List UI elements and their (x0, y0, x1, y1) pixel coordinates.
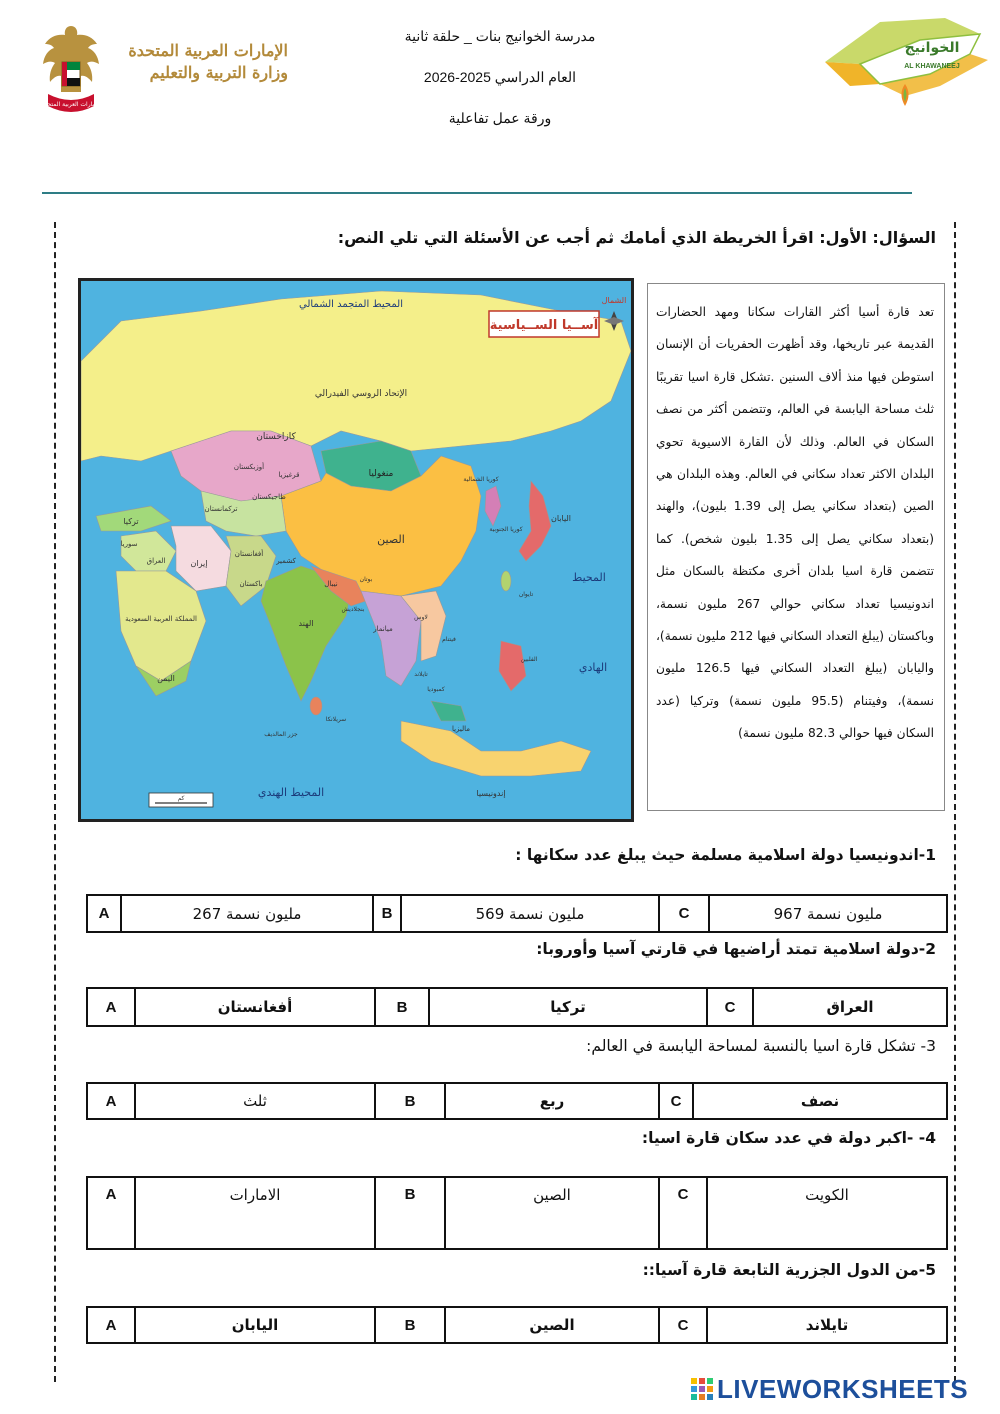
label-turkey: تركيا (123, 517, 139, 526)
label-indonesia: إندونيسيا (476, 789, 506, 798)
label-taiwan: تايوان (518, 591, 534, 598)
q2-option-b-letter[interactable]: B (375, 988, 429, 1026)
q5-option-b-text[interactable]: الصين (445, 1307, 659, 1343)
q2-option-c-letter[interactable]: C (707, 988, 753, 1026)
label-thailand: تايلاند (414, 671, 428, 678)
academic-year: العام الدراسي 2025-2026 (423, 69, 577, 85)
question-2-text: 2-دولة اسلامية تمتد أراضيها في قارتي آسيا وأوروبا: (536, 940, 936, 958)
q3-option-a-text[interactable]: ثلث (135, 1083, 375, 1119)
label-kyrgyzstan: قرغيزيا (278, 471, 300, 479)
question-4-text: 4- -اكبر دولة في عدد سكان قارة اسيا: (641, 1129, 936, 1147)
label-china: الصين (377, 533, 405, 546)
q5-option-a-letter[interactable]: A (87, 1307, 135, 1343)
map-north-label: الشمال (601, 296, 627, 305)
label-sri-lanka: سريلانكا (325, 716, 347, 723)
label-pacific-1: المحيط (572, 571, 606, 584)
label-nepal: نيبال (324, 580, 338, 588)
q2-option-a-text[interactable]: أفغانستان (135, 988, 375, 1026)
q1-option-b-letter[interactable]: B (373, 895, 401, 932)
label-iraq: العراق (146, 557, 166, 565)
ministry-name (108, 40, 288, 84)
label-vietnam: فيتنام (442, 636, 456, 643)
question-1-options (86, 894, 948, 933)
dashed-border-right (954, 222, 956, 1382)
question-5-options (86, 1306, 948, 1344)
q4-option-b-text[interactable]: الصين (445, 1177, 659, 1249)
q4-option-b-letter[interactable]: B (375, 1177, 445, 1249)
label-cambodia: كمبوديا (427, 686, 445, 693)
question-3-options (86, 1082, 948, 1120)
q3-option-c-letter[interactable]: C (659, 1083, 693, 1119)
school-name: مدرسة الخوانيج بنات _ حلقة ثانية (404, 28, 596, 44)
label-turkmenistan: تركمانستان (204, 505, 238, 513)
q1-option-c-text[interactable]: 967 مليون نسمة (709, 895, 947, 932)
label-iran: إيران (190, 559, 208, 568)
liveworksheets-brand (690, 1374, 968, 1404)
liveworksheets-text: LIVEWORKSHEETS (717, 1373, 969, 1404)
label-saudi: المملكة العربية السعودية (125, 615, 197, 623)
label-russia: الإتحاد الروسي الفيدرالي (314, 389, 408, 399)
label-mongolia: منغوليا (368, 469, 394, 479)
logo-arabic: الخوانيج (904, 40, 960, 56)
liveworksheets-logo-icon (690, 1377, 714, 1401)
label-uzbekistan: أوزبكستان (233, 463, 265, 471)
q2-option-a-letter[interactable]: A (87, 988, 135, 1026)
q1-option-a-text[interactable]: 267 مليون نسمة (121, 895, 373, 932)
q3-option-a-letter[interactable]: A (87, 1083, 135, 1119)
emblem-ribbon-text: الإمارات العربية المتحدة (41, 101, 101, 108)
label-bangladesh: بنجلاديش (341, 606, 365, 613)
label-maldives: جزر المالديف (264, 731, 298, 738)
question-2-options (86, 987, 948, 1027)
label-south-korea: كوريا الجنوبية (489, 526, 523, 533)
question-3-text: 3- تشكل قارة اسيا بالنسبة لمساحة اليابسة في العالم: (586, 1037, 936, 1055)
label-india: الهند (298, 619, 314, 628)
q5-option-c-letter[interactable]: C (659, 1307, 707, 1343)
q3-option-c-text[interactable]: نصف (693, 1083, 947, 1119)
label-malaysia: ماليزيا (451, 725, 471, 733)
header-divider (42, 192, 912, 194)
reading-passage: تعد قارة أسيا أكثر القارات سكانا ومهد الحضارات القديمة عبر تاريخها، وقد أظهرت الحفريات أن الإنسان استوطن فيها منذ ألاف السنين .تشكل قارة اسيا تقريبًا ثلث مساحة اليابسة في العالم، وتتضمن أكثر من نصف السكان في العالم. وذلك لأن القارة الاسيوية تحوي البلدان الاكثر تعداد سكاني في العالم. وهذه البلدان هي الصين (بتعداد سكاني يصل إلى 1.39 بليون)، والهند (بتعداد سكاني يصل إلى 1.35 بليون شخص). كما تتضمن قارة اسيا بلدان أخرى مكتظة بالسكان مثل اندونيسيا تعداد سكاني حوالي 267 مليون نسمة، وباكستان (يبلغ التعداد السكاني فيها 212 مليون نسمة)، واليابان (يبلغ التعداد السكاني فيها 126.5 مليون نسمة)، وفيتنام (95.5 مليون نسمة) وتركيا (عدد السكان فيها حوالي 82.3 مليون نسمة) (647, 283, 945, 811)
label-bhutan: بوتان (359, 576, 373, 583)
scale-label: كم (177, 795, 185, 802)
q1-option-a-letter[interactable]: A (87, 895, 121, 932)
q5-option-c-text[interactable]: تايلاند (707, 1307, 947, 1343)
label-kazakhstan: كازاخستان (256, 432, 296, 442)
question-4-options (86, 1176, 948, 1250)
label-kashmir: كشمير (276, 557, 296, 565)
q5-option-b-letter[interactable]: B (375, 1307, 445, 1343)
school-header (340, 28, 660, 151)
ministry-line1: الإمارات العربية المتحدة (128, 41, 288, 60)
q3-option-b-text[interactable]: ربع (445, 1083, 659, 1119)
label-philippines: الفلبين (520, 656, 538, 663)
ministry-line2: وزارة التربية والتعليم (149, 63, 288, 82)
question-5-text: 5-من الدول الجزرية التابعة قارة آسيا:: (642, 1261, 936, 1279)
uae-emblem-logo (40, 22, 102, 120)
label-syria: سوريا (120, 540, 138, 548)
label-north-korea: كوريا الشمالية (463, 476, 499, 483)
dashed-border-left (54, 222, 56, 1382)
q5-option-a-text[interactable]: اليابان (135, 1307, 375, 1343)
label-tajikistan: طاجيكستان (252, 493, 286, 501)
sheet-type: ورقة عمل تفاعلية (448, 110, 552, 126)
map-scale-bar (149, 793, 213, 807)
question-title: السؤال: الأول: اقرأ الخريطة الذي أمامك ثم أجب عن الأسئلة التي تلي النص: (337, 228, 936, 247)
label-pakistan: باكستان (239, 580, 263, 588)
q1-option-b-text[interactable]: 569 مليون نسمة (401, 895, 659, 932)
q4-option-a-text[interactable]: الامارات (135, 1177, 375, 1249)
label-indian-ocean: المحيط الهندي (257, 786, 325, 799)
q1-option-c-letter[interactable]: C (659, 895, 709, 932)
question-1-text: 1-اندونيسيا دولة اسلامية مسلمة حيث يبلغ عدد سكانها : (515, 846, 936, 864)
q2-option-c-text[interactable]: العراق (753, 988, 947, 1026)
label-yemen: اليمن (157, 674, 175, 683)
label-pacific-2: الهادي (578, 661, 608, 674)
label-arctic: المحيط المتجمد الشمالي (299, 299, 403, 310)
q4-option-c-text[interactable]: الكويت (707, 1177, 947, 1249)
q4-option-a-letter[interactable]: A (87, 1177, 135, 1249)
label-afghanistan: أفغانستان (234, 550, 264, 558)
asia-political-map (78, 278, 634, 822)
q2-option-b-text[interactable]: تركيا (429, 988, 707, 1026)
label-japan: اليابان (550, 514, 572, 523)
q4-option-c-letter[interactable]: C (659, 1177, 707, 1249)
map-title: آســيا الســياسية (489, 318, 599, 333)
label-laos: لاوس (414, 614, 428, 621)
q3-option-b-letter[interactable]: B (375, 1083, 445, 1119)
school-logo (820, 14, 990, 110)
logo-english: AL KHAWANEEJ (904, 63, 960, 70)
label-myanmar: ميانمار (373, 625, 393, 633)
